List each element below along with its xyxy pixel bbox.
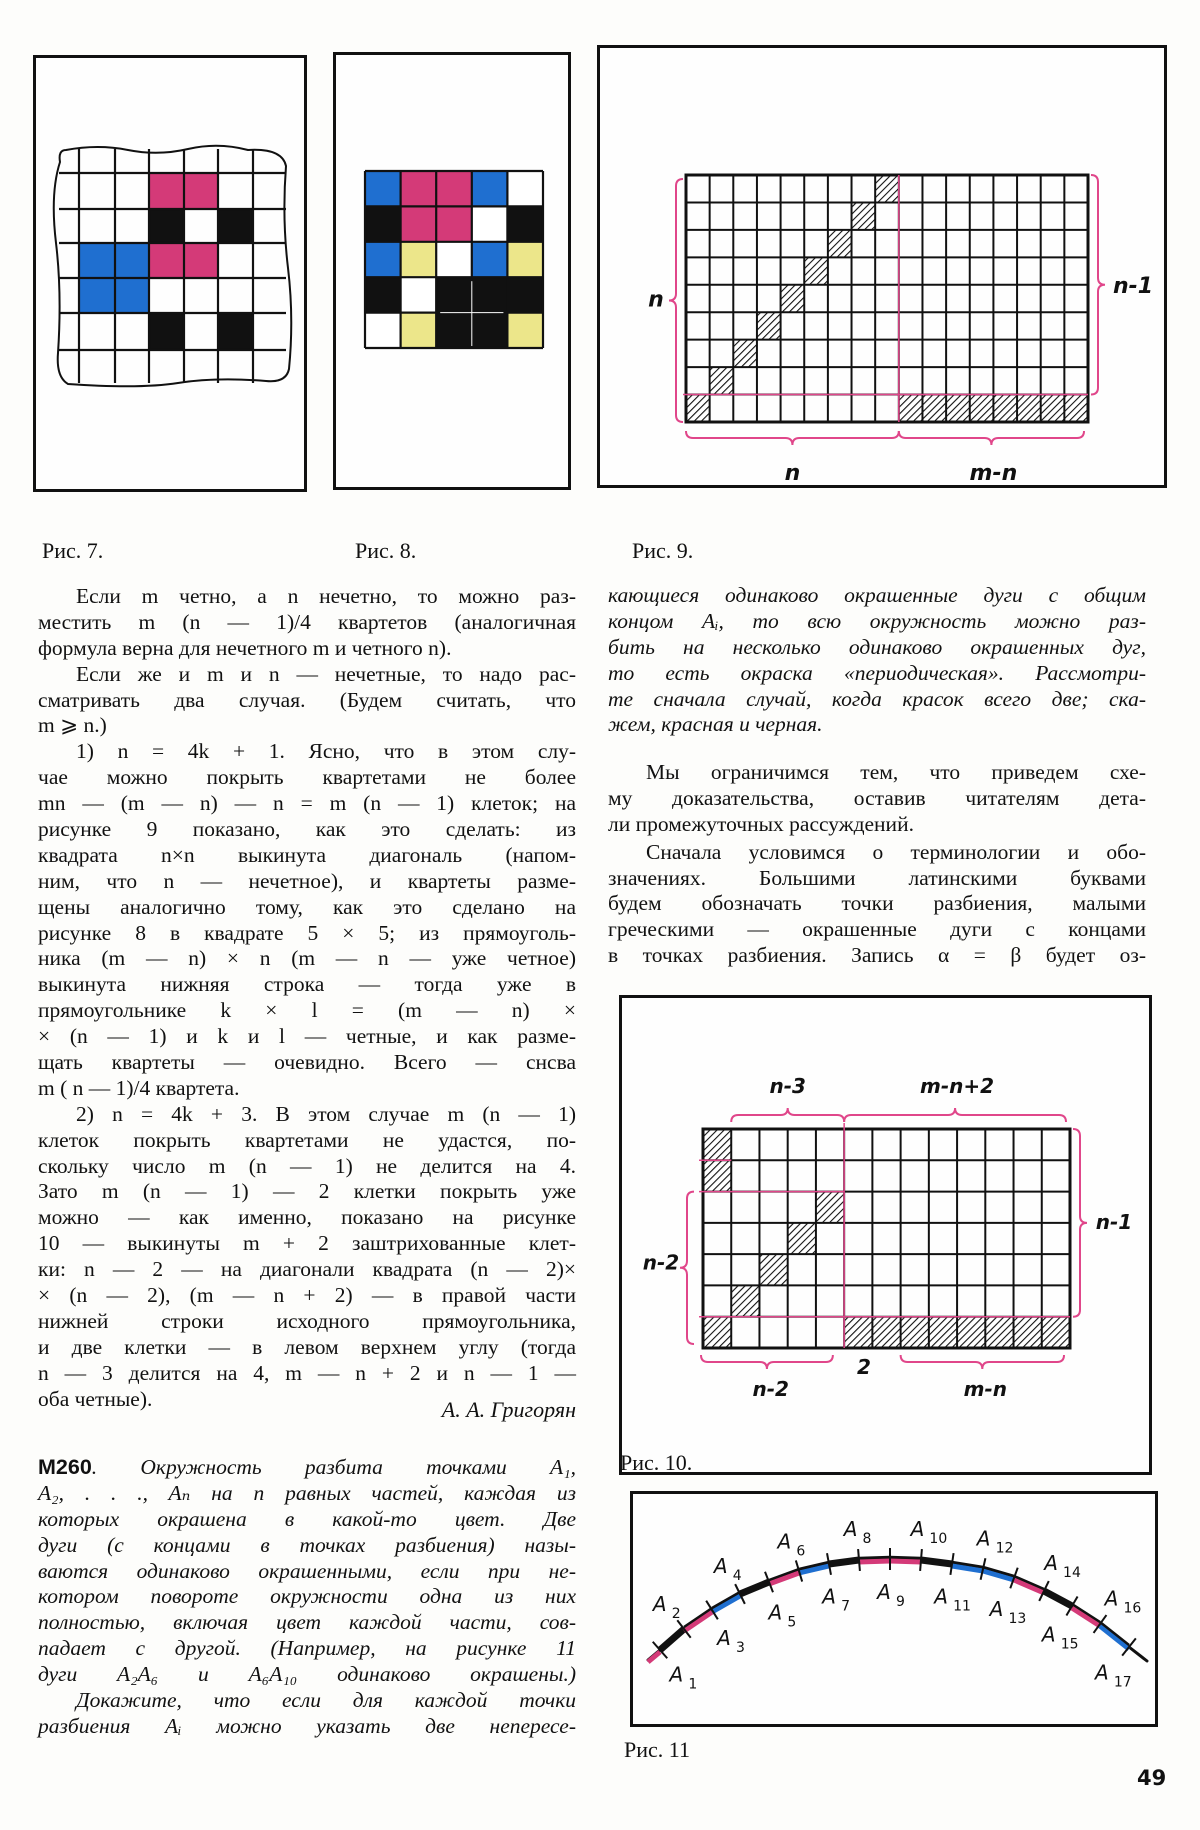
text-line: Если m четно, а n нечетно, то можно раз- <box>76 584 576 608</box>
svg-text:A: A <box>777 1529 792 1554</box>
text-line: кающиеся одинаково окрашенные дуги с общим <box>608 583 1146 607</box>
svg-text:15: 15 <box>1060 1636 1079 1653</box>
text-line: му доказательства, оставив читателям дета- <box>608 785 1146 810</box>
svg-text:11: 11 <box>953 1598 971 1615</box>
svg-text:n-1: n-1 <box>1095 1209 1133 1234</box>
figure-11-caption: Рис. 11 <box>624 1737 690 1762</box>
svg-text:A: A <box>1041 1622 1056 1647</box>
text-line: скольку число m (n — 1) не делится на 4. <box>38 1153 576 1178</box>
text-line: прямоугольнике k × l = (m — n) × <box>38 998 576 1023</box>
svg-text:A: A <box>652 1592 667 1617</box>
text-line: ли промежуточных рассуждений. <box>608 811 914 836</box>
svg-text:A: A <box>1095 1660 1109 1685</box>
svg-text:6: 6 <box>796 1543 806 1560</box>
text-line: нижней строки исходного прямоугольника, <box>38 1308 576 1333</box>
text-line: Мы ограничимся тем, что приведем схе- <box>646 760 1146 784</box>
text-line: Докажите, что если для каждой точки <box>76 1688 576 1713</box>
text-line: ним, что n — нечетное), и квартеты разме- <box>38 868 576 893</box>
svg-text:10: 10 <box>929 1531 948 1548</box>
text-line: × (n — 2), (m — n + 2) — в правой части <box>38 1283 576 1308</box>
article-text-left <box>38 584 576 1413</box>
problem-m260-text <box>38 1455 576 1740</box>
text-line: которых окрашена в какой-то цвет. Две <box>38 1506 576 1531</box>
svg-text:m-n: m-n <box>963 1377 1008 1401</box>
svg-text:A: A <box>989 1596 1004 1621</box>
svg-text:3: 3 <box>736 1639 745 1656</box>
figure-7-grid <box>36 58 304 489</box>
svg-text:n: n <box>648 287 664 313</box>
text-line: щать квартеты — очевидно. Всего — снсва <box>38 1050 576 1075</box>
text-line: рисунке 8 в квадрате 5 × 5; из прямоуголь- <box>38 920 576 945</box>
svg-text:A: A <box>1044 1550 1058 1575</box>
svg-text:m-n+2: m-n+2 <box>920 1074 995 1098</box>
svg-text:n-1: n-1 <box>1112 273 1154 299</box>
figure-10-diagram <box>622 998 1149 1472</box>
text-line: Если же и m и n — нечетные, то надо рас- <box>76 661 576 686</box>
text-line: квадрата n×n выкинута диагональ (напом- <box>38 842 576 867</box>
text-line: m ( n — 1)/4 квартета. <box>38 1075 240 1100</box>
text-line: 10 — выкинуты m + 2 заштрихованные клет- <box>38 1231 576 1256</box>
text-line: оба четные). <box>38 1386 153 1411</box>
text-line: полностью, включая цвет каждой части, сов- <box>38 1610 576 1635</box>
text-line: жем, красная и черная. <box>608 712 823 737</box>
page-number: 49 <box>1137 1766 1167 1790</box>
svg-text:A: A <box>768 1600 783 1625</box>
svg-text:1: 1 <box>688 1676 698 1693</box>
text-line: котором повороте окружности одна из них <box>38 1584 576 1609</box>
svg-text:8: 8 <box>862 1531 872 1548</box>
text-line: падает с другой. (Например, на рисунке 11 <box>38 1636 576 1661</box>
svg-text:m-n: m-n <box>969 461 1018 485</box>
text-line: n — 3 делится на 4, m — n + 2 и n — 1 — <box>38 1360 576 1385</box>
text-line <box>38 1455 576 1481</box>
figure-11-arc-diagram <box>633 1494 1155 1724</box>
svg-text:14: 14 <box>1063 1564 1081 1581</box>
text-line: формула верна для нечетного m и четного n). <box>38 635 452 660</box>
text-line: A₂, . . ., Aₙ на n равных частей, каждая из <box>38 1480 576 1505</box>
text-line: 2) n = 4k + 3. В этом случае m (n — 1) <box>76 1101 576 1126</box>
text-line: то есть окраска «периодическая». Рассмотри- <box>608 660 1146 685</box>
text-line: дуги A₂A₆ и A₆A₁₀ одинаково окрашены.) <box>38 1662 576 1687</box>
text-line: и две клетки — в левом верхнем углу (тогда <box>38 1334 576 1359</box>
text-line: местить m (n — 1)/4 квартетов (аналогичная <box>38 609 576 634</box>
svg-text:n: n <box>784 461 801 485</box>
svg-text:n-2: n-2 <box>642 1250 680 1275</box>
text-line: ваются одинаково окрашенными, если при не- <box>38 1558 576 1583</box>
problem-number: М260 <box>38 1455 92 1479</box>
author-signature: А. А. Григорян <box>441 1397 576 1422</box>
svg-text:A: A <box>843 1517 858 1542</box>
text-line: щены аналогично тому, как это сделано на <box>38 894 576 919</box>
svg-text:A: A <box>934 1584 948 1609</box>
text-line: те сначала случай, когда красок всего две; ска- <box>608 686 1146 711</box>
text-line: дуги (с концами в точках разбиения) назы- <box>38 1532 576 1557</box>
svg-text:7: 7 <box>841 1598 851 1615</box>
figure-9-frame <box>597 45 1167 488</box>
text-line: разбиения Aᵢ можно указать две непересе- <box>38 1713 576 1738</box>
svg-text:2: 2 <box>856 1355 871 1379</box>
text-line: значениях. Большими латинскими буквами <box>608 865 1146 890</box>
figure-7-caption: Рис. 7. <box>42 538 104 563</box>
text-line: чае можно покрыть квартетами не более <box>38 765 576 790</box>
text-line: греческими — окрашенные дуги с концами <box>608 917 1146 942</box>
text-line: ки: n — 2 — на диагонали квадрата (n — 2)× <box>38 1257 576 1282</box>
figure-8-frame <box>333 52 571 490</box>
svg-text:n-2: n-2 <box>752 1377 789 1401</box>
svg-text:A: A <box>717 1625 731 1650</box>
text-line: будем обозначать точки разбиения, малыми <box>608 891 1146 916</box>
svg-text:A: A <box>1104 1586 1119 1611</box>
svg-text:A: A <box>976 1526 991 1551</box>
text-line: сматривать два случая. (Будем считать, что <box>38 687 576 712</box>
svg-text:A: A <box>877 1580 891 1604</box>
figure-8-grid <box>336 55 568 487</box>
svg-text:2: 2 <box>671 1606 681 1623</box>
text-line: можно — как именно, показано на рисунке <box>38 1205 576 1230</box>
svg-text:5: 5 <box>787 1614 797 1631</box>
figure-8-caption: Рис. 8. <box>355 538 417 563</box>
text-line: ника (m — n) × n (m — n — уже четное) <box>38 946 576 971</box>
figure-10-caption: Рис. 10. <box>620 1450 693 1475</box>
text-line: клеток покрыть квартетами не удастся, по- <box>38 1127 576 1152</box>
svg-text:n-3: n-3 <box>769 1074 806 1098</box>
svg-text:A: A <box>669 1662 684 1687</box>
text-line: бить на несколько одинаково окрашенных дуг, <box>608 634 1146 659</box>
figure-11-frame <box>630 1491 1158 1727</box>
figure-9-caption: Рис. 9. <box>632 538 694 563</box>
figure-10-frame <box>619 995 1152 1475</box>
text-line: концом Aᵢ, то всю окружность можно раз- <box>608 608 1146 633</box>
svg-text:16: 16 <box>1123 1600 1142 1617</box>
svg-text:9: 9 <box>896 1594 905 1610</box>
svg-text:12: 12 <box>995 1540 1014 1557</box>
text-line: Зато m (n — 1) — 2 клетки покрыть уже <box>38 1179 576 1204</box>
text-line: 1) n = 4k + 1. Ясно, что в этом слу- <box>76 739 576 764</box>
problem-m260-continuation <box>608 583 1146 738</box>
figure-9-diagram <box>600 48 1164 485</box>
figure-7-frame <box>33 55 307 492</box>
svg-text:4: 4 <box>732 1568 742 1585</box>
svg-text:A: A <box>910 1517 925 1542</box>
text-line: рисунке 9 показано, как это сделать: из <box>38 817 576 842</box>
text-line: × (n — 1) и k и l — четные, и как разме- <box>38 1024 576 1049</box>
svg-text:17: 17 <box>1113 1674 1132 1691</box>
text-line: m ⩾ n.) <box>38 713 107 738</box>
text-line: mn — (m — n) — n = m (n — 1) клеток; на <box>38 791 576 816</box>
solution-text-right <box>608 760 1146 969</box>
svg-text:A: A <box>713 1554 728 1579</box>
text-line: в точках разбиения. Запись α = β будет оз- <box>608 943 1146 968</box>
svg-text:13: 13 <box>1008 1610 1027 1627</box>
svg-text:A: A <box>822 1584 836 1609</box>
text-line: Сначала условимся о терминологии и обо- <box>646 839 1146 864</box>
text-line: выкинута нижняя строка — тогда уже в <box>38 972 576 997</box>
text-line-rest: . Окружность разбита точками A₁, <box>91 1455 576 1479</box>
